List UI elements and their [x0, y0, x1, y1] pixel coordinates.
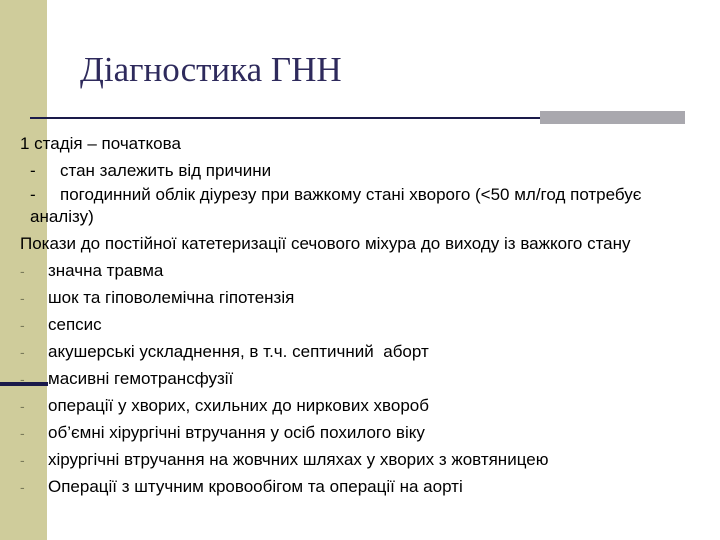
stage-item-text: стан залежить від причини [60, 161, 272, 180]
indications-heading: Покази до постійної катетеризації сечового міхура до виходу із важкого стану [20, 234, 631, 253]
list-item [20, 368, 700, 390]
list-item [20, 422, 700, 444]
bullet-marker: - [20, 425, 25, 441]
slide-title: Діагностика ГНН [80, 50, 342, 89]
slide-content [20, 133, 700, 503]
stage-dash: - [30, 185, 36, 204]
bullet-marker: - [20, 452, 25, 468]
bullet-marker: - [20, 290, 25, 306]
bullet-marker: - [20, 263, 25, 279]
title-underline [30, 117, 540, 119]
list-item [20, 395, 700, 417]
list-item [20, 449, 700, 471]
bullet-marker: - [20, 344, 25, 360]
list-item-text: хірургічні втручання на жовчних шляхах у хворих з жовтяницею [48, 450, 549, 469]
list-item-text: Операції з штучним кровообігом та операції на аорті [48, 477, 463, 496]
stage-item [20, 160, 700, 182]
list-item-text: операції у хворих, схильних до ниркових хвороб [48, 396, 429, 415]
stage-heading: 1 стадія – початкова [20, 134, 181, 153]
list-item [20, 314, 700, 336]
list-item [20, 287, 700, 309]
title-underline-accent [540, 111, 685, 124]
list-item-text: шок та гіповолемічна гіпотензія [48, 288, 295, 307]
bullet-marker: - [20, 371, 25, 387]
list-item-text: сепсис [48, 315, 102, 334]
bullet-marker: - [20, 479, 25, 495]
list-item-text: об’ємні хірургічні втручання у осіб похилого віку [48, 423, 425, 442]
stage-item [20, 184, 700, 228]
list-item [20, 260, 700, 282]
stage-item-text: погодинний облік діурезу при важкому стані хворого (<50 мл/год потребує аналізу) [30, 185, 642, 226]
stage-dash: - [30, 161, 36, 180]
bullet-marker: - [20, 398, 25, 414]
list-item-text: значна травма [48, 261, 164, 280]
list-item [20, 341, 700, 363]
bullet-marker: - [20, 317, 25, 333]
list-item-text: акушерські ускладнення, в т.ч. септичний аборт [48, 342, 429, 361]
list-item [20, 476, 700, 498]
list-item-text: масивні гемотрансфузії [48, 369, 234, 388]
